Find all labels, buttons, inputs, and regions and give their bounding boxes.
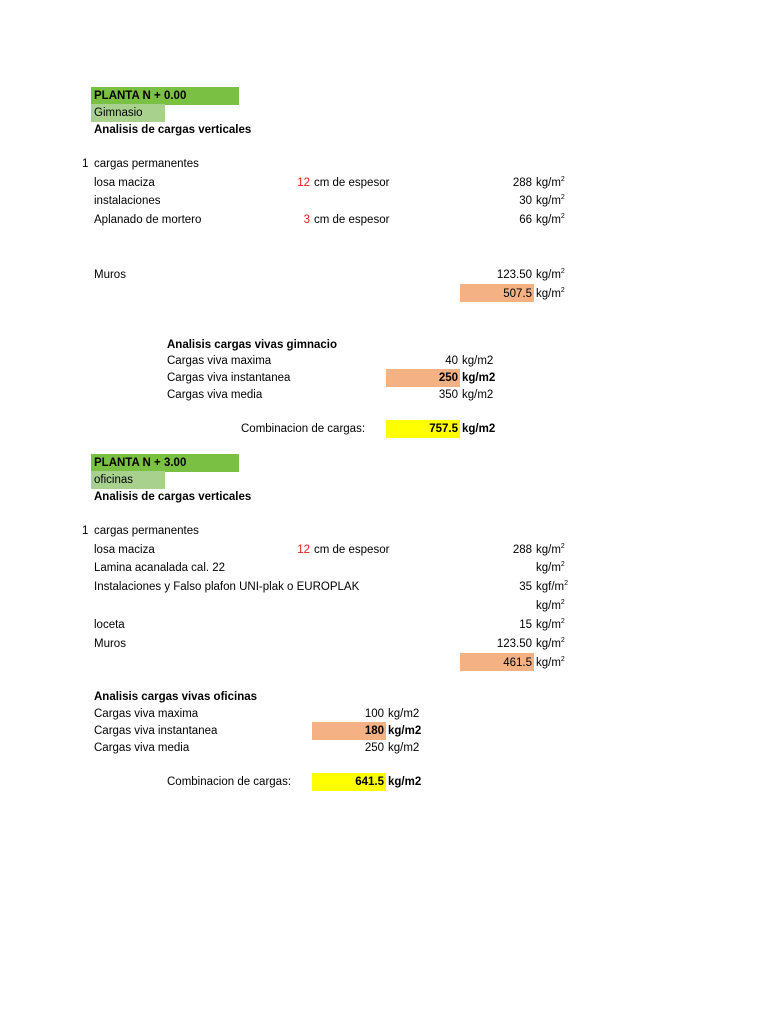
- unit-kg-m2: $kg/m^2$: [536, 561, 565, 574]
- planta-title: PLANTA N + 0.00: [94, 90, 187, 102]
- viva-maxima-label: Cargas viva maxima: [94, 708, 199, 720]
- aplanado-unit: cm de espesor: [314, 214, 390, 226]
- unit-kg-m2: $kg/m^2$: [536, 287, 565, 300]
- uso-label: Gimnasio: [94, 107, 143, 119]
- section-title: Analisis de cargas verticales: [94, 491, 252, 503]
- unit-kg-m2: kg/m2: [388, 742, 420, 754]
- unit-kg-m2: $kg/m^2$: [536, 543, 565, 556]
- unit-kg-m2: kg/m2: [388, 776, 422, 788]
- losa-thickness: 12: [297, 177, 310, 189]
- losa-label: losa maciza: [94, 177, 155, 189]
- unit-kg-m2: kg/m2: [462, 389, 494, 401]
- loceta-label: loceta: [94, 619, 125, 631]
- aplanado-result: 66: [519, 214, 532, 226]
- unit-kg-m2: $kg/m^2$: [536, 213, 565, 226]
- viva-media-label: Cargas viva media: [94, 742, 190, 754]
- unit-kg-m2: kg/m2: [462, 372, 496, 384]
- viva-maxima-value: 100: [364, 708, 384, 720]
- combinacion-value: 641.5: [355, 776, 384, 788]
- combinacion-value: 757.5: [429, 423, 458, 435]
- muros-label: Muros: [94, 269, 126, 281]
- losa-unit: cm de espesor: [314, 544, 390, 556]
- uso-label: oficinas: [94, 474, 133, 486]
- losa-unit: cm de espesor: [314, 177, 390, 189]
- aplanado-thickness: 3: [303, 214, 310, 226]
- muros-result: 123.50: [496, 269, 532, 281]
- unit-kg-m2: kg/m2: [462, 355, 494, 367]
- section-title: Analisis de cargas verticales: [94, 124, 252, 136]
- muros-result: 123.50: [496, 638, 532, 650]
- instalaciones-label: instalaciones: [94, 195, 161, 207]
- aplanado-label: Aplanado de mortero: [94, 214, 202, 226]
- loceta-result: 15: [519, 619, 532, 631]
- viva-maxima-value: 40: [445, 355, 458, 367]
- unit-kgf-m2: kgf/$m^2$: [536, 580, 569, 593]
- planta-title: PLANTA N + 3.00: [94, 457, 187, 469]
- vivas-title: Analisis cargas vivas oficinas: [94, 691, 258, 703]
- unit-kg-m2: $kg/m^2$: [536, 656, 565, 669]
- cargas-permanentes-label: cargas permanentes: [94, 525, 199, 537]
- viva-instantanea-value: 250: [438, 372, 458, 384]
- cargas-permanentes-label: cargas permanentes: [94, 158, 199, 170]
- losa-label: losa maciza: [94, 544, 155, 556]
- lamina-label: Lamina acanalada cal. 22: [94, 562, 226, 574]
- item-number: 1: [82, 158, 89, 170]
- unit-kg-m2: $kg/m^2$: [536, 194, 565, 207]
- losa-result: 288: [512, 544, 532, 556]
- instalaciones-result: 30: [519, 195, 532, 207]
- viva-instantanea-label: Cargas viva instantanea: [94, 725, 218, 737]
- instalaciones-label: Instalaciones y Falso plafon UNI-plak o EUROPLAK: [94, 581, 360, 593]
- vivas-title: Analisis cargas vivas gimnacio: [167, 339, 338, 351]
- viva-instantanea-value: 180: [364, 725, 384, 737]
- instalaciones-result: 35: [519, 581, 532, 593]
- losa-thickness: 12: [297, 544, 310, 556]
- unit-kg-m2: $kg/m^2$: [536, 599, 565, 612]
- losa-result: 288: [512, 177, 532, 189]
- unit-kg-m2: $kg/m^2$: [536, 176, 565, 189]
- combinacion-label: Combinacion de cargas:: [241, 423, 366, 435]
- unit-kg-m2: $kg/m^2$: [536, 637, 565, 650]
- combinacion-label: Combinacion de cargas:: [167, 776, 292, 788]
- viva-instantanea-label: Cargas viva instantanea: [167, 372, 291, 384]
- total-permanentes: 507.5: [503, 288, 532, 300]
- viva-media-label: Cargas viva media: [167, 389, 263, 401]
- unit-kg-m2: kg/m2: [462, 423, 496, 435]
- total-permanentes: 461.5: [503, 657, 532, 669]
- unit-kg-m2: $kg/m^2$: [536, 268, 565, 281]
- muros-label: Muros: [94, 638, 126, 650]
- unit-kg-m2: $kg/m^2$: [536, 618, 565, 631]
- unit-kg-m2: kg/m2: [388, 708, 420, 720]
- item-number: 1: [82, 525, 89, 537]
- unit-kg-m2: kg/m2: [388, 725, 422, 737]
- viva-media-value: 350: [438, 389, 458, 401]
- viva-media-value: 250: [364, 742, 384, 754]
- viva-maxima-label: Cargas viva maxima: [167, 355, 272, 367]
